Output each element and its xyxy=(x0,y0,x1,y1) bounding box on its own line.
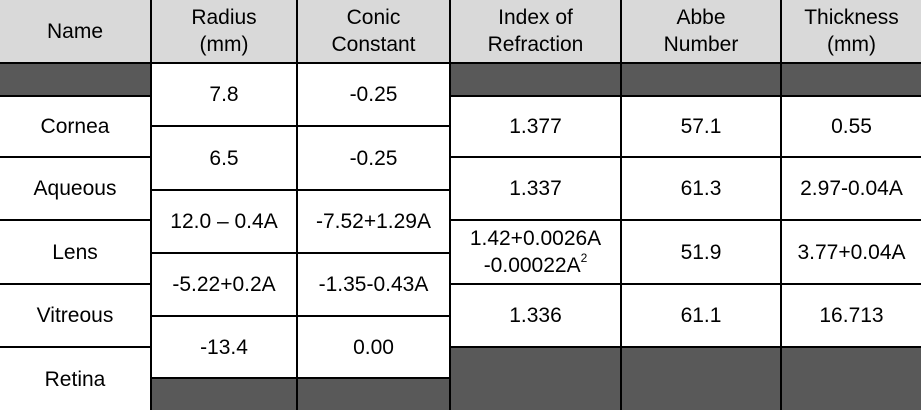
abbe-filler-top xyxy=(622,64,780,95)
index-cell xyxy=(451,285,620,346)
header-radius xyxy=(152,0,296,62)
radius-value: 12.0 – 0.4A xyxy=(170,210,278,233)
header-name-label: Name xyxy=(46,19,104,43)
index-value: 1.336 xyxy=(509,304,562,327)
name-filler xyxy=(0,64,150,95)
name-retina xyxy=(0,348,150,410)
radius-cell xyxy=(152,127,296,189)
name-label: Cornea xyxy=(40,115,110,138)
index-cell xyxy=(451,97,620,156)
radius-cell xyxy=(152,254,296,315)
header-conic xyxy=(298,0,449,62)
radius-cell xyxy=(152,64,296,125)
conic-value: -7.52+1.29A xyxy=(315,210,431,233)
abbe-cell xyxy=(622,158,780,219)
conic-value: -0.25 xyxy=(349,146,398,170)
thickness-filler-top xyxy=(782,64,921,95)
abbe-value: 57.1 xyxy=(680,115,722,138)
header-index xyxy=(451,0,620,62)
thickness-cell xyxy=(782,285,921,346)
index-cell xyxy=(451,221,620,283)
name-cornea xyxy=(0,97,150,156)
thickness-value: 0.55 xyxy=(831,115,872,138)
radius-cell xyxy=(152,191,296,252)
name-label: Retina xyxy=(44,367,106,391)
index-cell xyxy=(451,158,620,219)
thickness-cell xyxy=(782,221,921,283)
header-abbe-line1: Abbe xyxy=(676,6,726,29)
index-value: 1.337 xyxy=(509,177,562,200)
header-conic-line2: Constant xyxy=(331,33,416,56)
header-radius-line1: Radius xyxy=(191,6,257,29)
index-filler-top xyxy=(451,64,620,95)
index-filler-bottom xyxy=(451,348,620,410)
thickness-filler-bottom xyxy=(782,348,921,410)
header-index-line2: Refraction xyxy=(487,33,584,56)
radius-value: 7.8 xyxy=(209,83,239,106)
abbe-value: 51.9 xyxy=(680,240,722,264)
index-value: 1.377 xyxy=(509,115,562,138)
radius-value: 6.5 xyxy=(209,146,239,170)
index-value-line2 xyxy=(484,252,588,279)
header-conic-line1: Conic xyxy=(346,6,401,29)
conic-value: 0.00 xyxy=(353,335,394,359)
header-abbe-line2: Number xyxy=(663,33,739,56)
thickness-value: 2.97-0.04A xyxy=(800,177,903,200)
conic-filler xyxy=(298,379,449,410)
radius-cell xyxy=(152,317,296,377)
name-label: Aqueous xyxy=(33,177,117,200)
header-radius-line2: (mm) xyxy=(199,33,249,56)
conic-cell xyxy=(298,317,449,377)
abbe-cell xyxy=(622,285,780,346)
name-aqueous xyxy=(0,158,150,219)
abbe-filler-bottom xyxy=(622,348,780,410)
header-abbe xyxy=(622,0,780,62)
conic-value: -0.25 xyxy=(349,83,398,106)
thickness-value: 3.77+0.04A xyxy=(797,240,906,264)
conic-cell xyxy=(298,127,449,189)
thickness-cell xyxy=(782,97,921,156)
name-label: Lens xyxy=(52,240,98,264)
conic-cell xyxy=(298,254,449,315)
header-thickness-line2: (mm) xyxy=(827,33,876,56)
name-vitreous xyxy=(0,285,150,346)
name-lens xyxy=(0,221,150,283)
radius-value: -13.4 xyxy=(200,335,248,359)
name-label: Vitreous xyxy=(36,304,114,327)
index-value-line2-base: -0.00022A xyxy=(483,254,581,277)
thickness-value: 16.713 xyxy=(819,304,884,327)
index-exponent: 2 xyxy=(580,251,588,265)
header-name xyxy=(0,0,150,62)
header-thickness xyxy=(782,0,921,62)
radius-value: -5.22+0.2A xyxy=(172,273,276,296)
conic-cell xyxy=(298,191,449,252)
abbe-value: 61.1 xyxy=(680,304,722,327)
abbe-value: 61.3 xyxy=(680,177,722,200)
abbe-cell xyxy=(622,221,780,283)
index-value-line1: 1.42+0.0026A xyxy=(469,227,602,250)
header-thickness-line1: Thickness xyxy=(804,6,899,29)
conic-value: -1.35-0.43A xyxy=(318,273,429,296)
radius-filler xyxy=(152,379,296,410)
abbe-cell xyxy=(622,97,780,156)
thickness-cell xyxy=(782,158,921,219)
header-index-line1: Index of xyxy=(498,6,573,29)
conic-cell xyxy=(298,64,449,125)
